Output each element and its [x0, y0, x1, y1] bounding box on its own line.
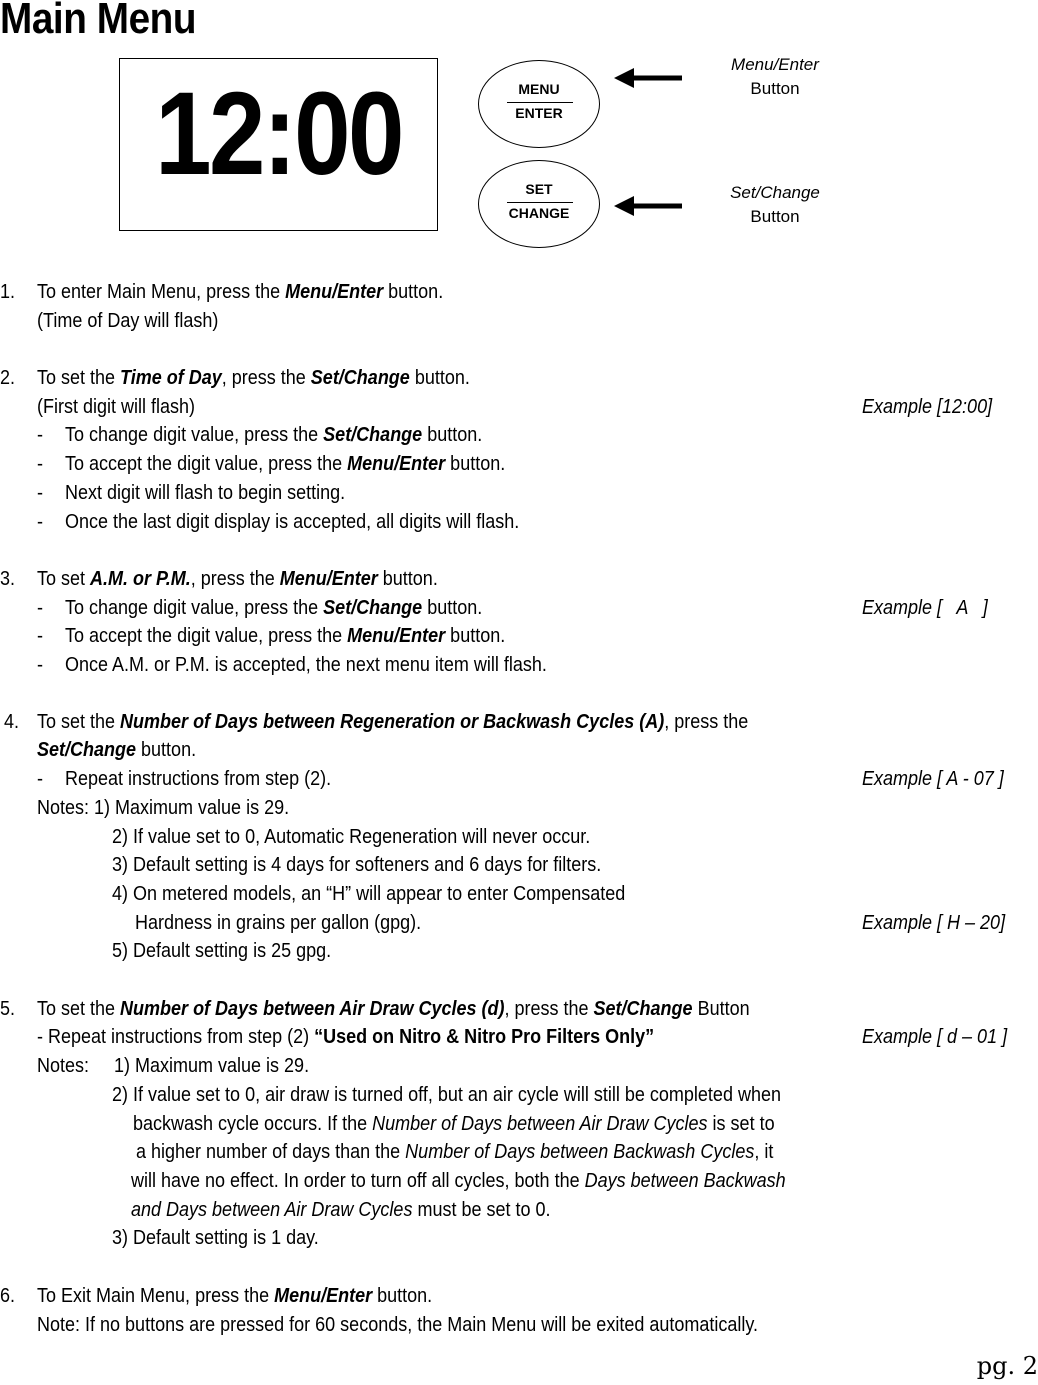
caption-title: Menu/Enter [731, 55, 819, 74]
step-4-text: To set the Number of Days between Regeneration or Backwash Cycles (A), press the [37, 711, 749, 733]
step-5-note: backwash cycle occurs. If the Number of Days between Air Draw Cycles is set to [133, 1113, 775, 1135]
arrow-left-icon [612, 64, 684, 92]
step-1-text: To enter Main Menu, press the Menu/Enter button. [37, 281, 444, 303]
step-3-detail: To accept the digit value, press the Menu/Enter button. [65, 625, 506, 647]
step-4-detail: Repeat instructions from step (2). [65, 768, 332, 790]
step-3-detail: Once A.M. or P.M. is accepted, the next menu item will flash. [65, 654, 547, 676]
set-change-caption [710, 181, 840, 229]
page-title: Main Menu [0, 0, 197, 43]
button-divider [507, 102, 573, 103]
page-number: pg. 2 [976, 1352, 1038, 1380]
step-2-detail: Next digit will flash to begin setting. [65, 482, 346, 504]
set-change-button[interactable] [478, 160, 600, 248]
example-label: Example [12:00] [862, 396, 993, 418]
change-label: CHANGE [508, 205, 570, 221]
example-label: Example [ H – 20] [862, 912, 1006, 934]
step-number: 4. [4, 711, 20, 733]
step-number: 6. [0, 1285, 16, 1307]
caption-title: Set/Change [730, 183, 820, 202]
step-3-detail: To change digit value, press the Set/Change button. [65, 597, 483, 619]
menu-label: MENU [518, 81, 560, 97]
dash: - [37, 768, 44, 790]
step-2-sub: (First digit will flash) [37, 396, 196, 418]
caption-subtitle: Button [750, 79, 800, 98]
example-label: Example [ d – 01 ] [862, 1026, 1008, 1048]
dash: - [37, 625, 44, 647]
menu-enter-caption [710, 53, 840, 101]
step-2-detail: To accept the digit value, press the Menu/Enter button. [65, 453, 506, 475]
example-label: Example [ A ] [862, 597, 988, 619]
enter-label: ENTER [515, 105, 563, 121]
dash: - [37, 424, 44, 446]
step-4-note: 2) If value set to 0, Automatic Regeneration will never occur. [112, 826, 591, 848]
dash: - [37, 597, 44, 619]
step-4-note: 4) On metered models, an “H” will appear to enter Compensated [112, 883, 626, 905]
step-5-note: 3) Default setting is 1 day. [112, 1227, 319, 1249]
step-5-note: 1) Maximum value is 29. [114, 1055, 310, 1077]
step-5-note: will have no effect. In order to turn off all cycles, both the Days between Backwash [131, 1170, 786, 1192]
arrow-left-icon [612, 192, 684, 220]
caption-subtitle: Button [750, 207, 800, 226]
example-label: Example [ A - 07 ] [862, 768, 1004, 790]
step-5-note: 2) If value set to 0, air draw is turned off, but an air cycle will still be completed when [112, 1084, 781, 1106]
step-1-sub: (Time of Day will flash) [37, 310, 219, 332]
step-6-text: To Exit Main Menu, press the Menu/Enter button. [37, 1285, 433, 1307]
time-readout: 12:00 [155, 68, 402, 200]
step-6-note: Note: If no buttons are pressed for 60 seconds, the Main Menu will be exited automatically. [37, 1314, 759, 1336]
step-3-text: To set A.M. or P.M., press the Menu/Enter button. [37, 568, 438, 590]
dash: - [37, 453, 44, 475]
step-4-note: 5) Default setting is 25 gpg. [112, 940, 332, 962]
step-5-detail: - Repeat instructions from step (2) “Used on Nitro & Nitro Pro Filters Only” [37, 1026, 655, 1048]
step-4-text-cont: Set/Change button. [37, 739, 197, 761]
set-label: SET [525, 181, 553, 197]
menu-enter-button[interactable] [478, 60, 600, 148]
step-number: 2. [0, 367, 16, 389]
lcd-display [119, 58, 438, 231]
dash: - [37, 654, 44, 676]
step-4-note: Notes: 1) Maximum value is 29. [37, 797, 290, 819]
step-2-detail: Once the last digit display is accepted, all digits will flash. [65, 511, 520, 533]
step-number: 3. [0, 568, 16, 590]
step-number: 1. [0, 281, 16, 303]
step-4-note: 3) Default setting is 4 days for softeners and 6 days for filters. [112, 854, 602, 876]
step-5-note: a higher number of days than the Number of Days between Backwash Cycles, it [136, 1141, 774, 1163]
dash: - [37, 511, 44, 533]
step-5-text: To set the Number of Days between Air Draw Cycles (d), press the Set/Change Button [37, 998, 750, 1020]
dash: - [37, 482, 44, 504]
step-5-note: and Days between Air Draw Cycles must be set to 0. [131, 1199, 551, 1221]
step-2-text: To set the Time of Day, press the Set/Change button. [37, 367, 470, 389]
step-4-note: Hardness in grains per gallon (gpg). [135, 912, 422, 934]
step-2-detail: To change digit value, press the Set/Change button. [65, 424, 483, 446]
button-divider [507, 202, 573, 203]
step-5-notes-label: Notes: [37, 1055, 90, 1077]
step-number: 5. [0, 998, 16, 1020]
